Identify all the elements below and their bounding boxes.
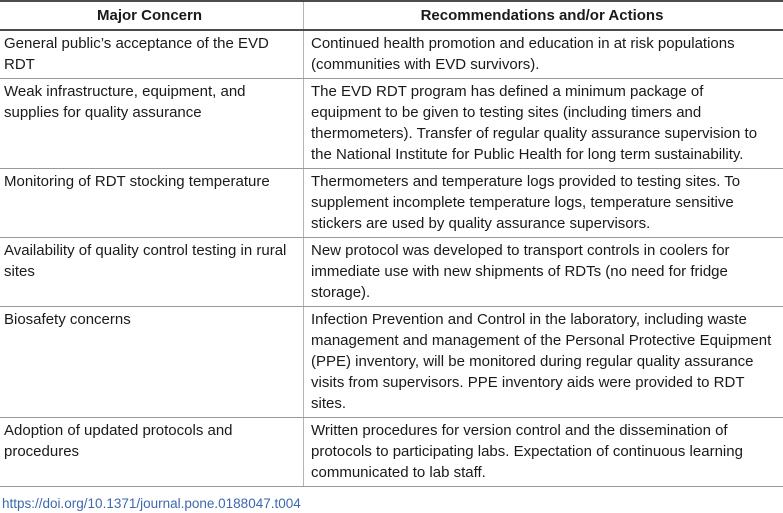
- table-row: [0, 31, 783, 78]
- table-row: [0, 168, 783, 237]
- actions-cell: Infection Prevention and Control in the laboratory, including waste management and management of the Personal Protective Equipment (PPE) inventory, will be monitored during regular quality assurance visits from supervisors. PPE inventory aids were provided to RDT sites.: [303, 307, 783, 417]
- actions-cell: Written procedures for version control and the dissemination of protocols to participating labs. Expectation of continuous learning communicated to lab staff.: [303, 418, 783, 486]
- table-row: [0, 237, 783, 306]
- actions-cell: The EVD RDT program has defined a minimum package of equipment to be given to testing sites (including timers and thermometers). Transfer of regular quality assurance supervision to the National Institute for Public Health for long term sustainability.: [303, 79, 783, 168]
- actions-cell: New protocol was developed to transport controls in coolers for immediate use with new shipments of RDTs (no need for fridge storage).: [303, 238, 783, 306]
- concern-cell: Adoption of updated protocols and procedures: [4, 422, 233, 460]
- concern-cell: Monitoring of RDT stocking temperature: [4, 173, 270, 190]
- doi-link[interactable]: https://doi.org/10.1371/journal.pone.0188047.t004: [2, 496, 301, 511]
- actions-cell: Continued health promotion and education in at risk populations (communities with EVD survivors).: [303, 31, 783, 78]
- concern-cell: Availability of quality control testing in rural sites: [4, 242, 287, 280]
- concern-cell: General public’s acceptance of the EVD RDT: [4, 35, 269, 73]
- column-header-recommendations: Recommendations and/or Actions: [303, 2, 783, 29]
- table-row: [0, 417, 783, 486]
- table-row: [0, 78, 783, 168]
- table-header-row: [0, 2, 783, 31]
- table-row: [0, 306, 783, 417]
- column-header-major-concern: Major Concern: [96, 7, 202, 24]
- actions-cell: Thermometers and temperature logs provided to testing sites. To supplement incomplete temperature logs, temperature sensitive stickers are used by quality assurance supervisors.: [303, 169, 783, 237]
- concern-cell: Weak infrastructure, equipment, and supplies for quality assurance: [4, 83, 246, 121]
- concern-cell: Biosafety concerns: [4, 311, 131, 328]
